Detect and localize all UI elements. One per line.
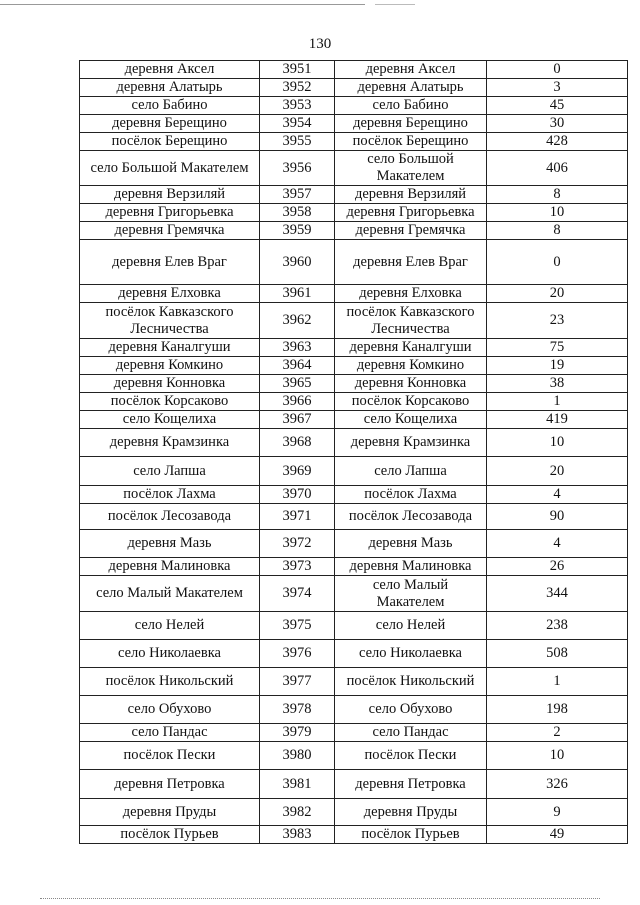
settlement-name-cell: село Бабино (80, 97, 260, 115)
settlements-table-body (80, 61, 628, 844)
settlement-name-repeat-cell: село Пандас (335, 724, 487, 742)
settlement-name-cell: деревня Берещино (80, 115, 260, 133)
settlement-name-repeat-cell: деревня Крамзинка (335, 429, 487, 457)
code-cell: 3962 (260, 303, 335, 339)
value-cell: 198 (487, 696, 628, 724)
code-cell: 3954 (260, 115, 335, 133)
table-row (80, 133, 628, 151)
settlement-name-repeat-cell: посёлок Пурьев (335, 826, 487, 844)
settlement-name-cell: село Обухово (80, 696, 260, 724)
settlement-name-repeat-cell: деревня Григорьевка (335, 204, 487, 222)
code-cell: 3972 (260, 530, 335, 558)
settlement-name-cell: село Николаевка (80, 640, 260, 668)
settlement-name-repeat-cell: село Лапша (335, 457, 487, 486)
code-cell: 3958 (260, 204, 335, 222)
value-cell: 419 (487, 411, 628, 429)
settlement-name-repeat-cell: посёлок Лесозавода (335, 504, 487, 530)
code-cell: 3982 (260, 799, 335, 826)
settlement-name-repeat-cell: деревня Гремячка (335, 222, 487, 240)
page-number: 130 (308, 36, 332, 52)
value-cell: 1 (487, 393, 628, 411)
settlement-name-repeat-cell: село Обухово (335, 696, 487, 724)
top-rule (0, 4, 365, 5)
settlement-name-cell: село Пандас (80, 724, 260, 742)
settlement-name-repeat-cell: село Николаевка (335, 640, 487, 668)
settlement-name-repeat-cell: деревня Берещино (335, 115, 487, 133)
table-row (80, 742, 628, 770)
settlement-name-repeat-cell: деревня Аксел (335, 61, 487, 79)
code-cell: 3980 (260, 742, 335, 770)
settlement-name-repeat-cell: село Нелей (335, 612, 487, 640)
settlement-name-repeat-cell: деревня Петровка (335, 770, 487, 799)
code-cell: 3963 (260, 339, 335, 357)
settlement-name-cell: деревня Петровка (80, 770, 260, 799)
value-cell: 344 (487, 576, 628, 612)
value-cell: 26 (487, 558, 628, 576)
value-cell: 9 (487, 799, 628, 826)
code-cell: 3951 (260, 61, 335, 79)
settlement-name-cell: деревня Комкино (80, 357, 260, 375)
table-row (80, 612, 628, 640)
value-cell: 0 (487, 61, 628, 79)
code-cell: 3979 (260, 724, 335, 742)
settlements-table (79, 60, 628, 844)
code-cell: 3970 (260, 486, 335, 504)
value-cell: 8 (487, 186, 628, 204)
settlement-name-repeat-cell: посёлок Корсаково (335, 393, 487, 411)
settlement-name-cell: посёлок Берещино (80, 133, 260, 151)
code-cell: 3974 (260, 576, 335, 612)
value-cell: 75 (487, 339, 628, 357)
value-cell: 2 (487, 724, 628, 742)
table-row (80, 375, 628, 393)
value-cell: 38 (487, 375, 628, 393)
code-cell: 3973 (260, 558, 335, 576)
value-cell: 10 (487, 204, 628, 222)
settlement-name-cell: деревня Григорьевка (80, 204, 260, 222)
table-row (80, 204, 628, 222)
value-cell: 238 (487, 612, 628, 640)
settlement-name-repeat-cell: село Кощелиха (335, 411, 487, 429)
code-cell: 3971 (260, 504, 335, 530)
code-cell: 3955 (260, 133, 335, 151)
top-rule-fragment (375, 4, 415, 5)
value-cell: 90 (487, 504, 628, 530)
table-row (80, 285, 628, 303)
settlement-name-cell: деревня Елховка (80, 285, 260, 303)
settlement-name-repeat-cell: деревня Елев Враг (335, 240, 487, 285)
settlement-name-repeat-cell: посёлок Никольский (335, 668, 487, 696)
settlement-name-cell: посёлок Лесозавода (80, 504, 260, 530)
code-cell: 3983 (260, 826, 335, 844)
settlement-name-cell: посёлок Пурьев (80, 826, 260, 844)
settlement-name-cell: деревня Конновка (80, 375, 260, 393)
table-row (80, 357, 628, 375)
table-row (80, 186, 628, 204)
code-cell: 3952 (260, 79, 335, 97)
settlement-name-repeat-cell: деревня Алатырь (335, 79, 487, 97)
settlement-name-cell: деревня Елев Враг (80, 240, 260, 285)
code-cell: 3976 (260, 640, 335, 668)
settlement-name-cell: посёлок Лахма (80, 486, 260, 504)
table-row (80, 770, 628, 799)
value-cell: 8 (487, 222, 628, 240)
settlement-name-cell: село Малый Макателем (80, 576, 260, 612)
settlement-name-cell: деревня Пруды (80, 799, 260, 826)
settlement-name-cell: посёлок Корсаково (80, 393, 260, 411)
table-row (80, 97, 628, 115)
code-cell: 3956 (260, 151, 335, 186)
table-row (80, 668, 628, 696)
value-cell: 20 (487, 285, 628, 303)
value-cell: 19 (487, 357, 628, 375)
code-cell: 3975 (260, 612, 335, 640)
code-cell: 3960 (260, 240, 335, 285)
table-row (80, 61, 628, 79)
value-cell: 508 (487, 640, 628, 668)
settlement-name-cell: деревня Мазь (80, 530, 260, 558)
code-cell: 3966 (260, 393, 335, 411)
value-cell: 10 (487, 429, 628, 457)
table-row (80, 799, 628, 826)
settlement-name-repeat-cell: село Большой Макателем (335, 151, 487, 186)
settlement-name-repeat-cell: деревня Каналгуши (335, 339, 487, 357)
settlement-name-cell: деревня Каналгуши (80, 339, 260, 357)
code-cell: 3957 (260, 186, 335, 204)
settlement-name-cell: деревня Алатырь (80, 79, 260, 97)
value-cell: 20 (487, 457, 628, 486)
settlement-name-cell: посёлок Пески (80, 742, 260, 770)
code-cell: 3967 (260, 411, 335, 429)
value-cell: 23 (487, 303, 628, 339)
settlement-name-cell: деревня Гремячка (80, 222, 260, 240)
settlement-name-cell: посёлок Кавказского Лесничества (80, 303, 260, 339)
table-row (80, 429, 628, 457)
table-row (80, 640, 628, 668)
value-cell: 30 (487, 115, 628, 133)
settlement-name-cell: деревня Верзиляй (80, 186, 260, 204)
table-row (80, 411, 628, 429)
settlement-name-repeat-cell: посёлок Кавказского Лесничества (335, 303, 487, 339)
bottom-scan-artifact (40, 898, 600, 901)
settlement-name-repeat-cell: посёлок Пески (335, 742, 487, 770)
table-row (80, 393, 628, 411)
table-row (80, 576, 628, 612)
value-cell: 4 (487, 486, 628, 504)
table-row (80, 724, 628, 742)
settlement-name-cell: посёлок Никольский (80, 668, 260, 696)
settlement-name-repeat-cell: деревня Мазь (335, 530, 487, 558)
table-row (80, 558, 628, 576)
code-cell: 3969 (260, 457, 335, 486)
value-cell: 49 (487, 826, 628, 844)
settlement-name-repeat-cell: деревня Верзиляй (335, 186, 487, 204)
settlement-name-cell: деревня Аксел (80, 61, 260, 79)
settlement-name-repeat-cell: село Малый Макателем (335, 576, 487, 612)
table-row (80, 504, 628, 530)
table-row (80, 79, 628, 97)
settlement-name-repeat-cell: деревня Комкино (335, 357, 487, 375)
code-cell: 3978 (260, 696, 335, 724)
code-cell: 3977 (260, 668, 335, 696)
table-row (80, 826, 628, 844)
settlement-name-cell: село Кощелиха (80, 411, 260, 429)
value-cell: 406 (487, 151, 628, 186)
value-cell: 4 (487, 530, 628, 558)
value-cell: 428 (487, 133, 628, 151)
settlement-name-repeat-cell: село Бабино (335, 97, 487, 115)
settlement-name-repeat-cell: деревня Конновка (335, 375, 487, 393)
code-cell: 3959 (260, 222, 335, 240)
code-cell: 3964 (260, 357, 335, 375)
value-cell: 45 (487, 97, 628, 115)
settlement-name-cell: село Лапша (80, 457, 260, 486)
table-row (80, 696, 628, 724)
table-row (80, 151, 628, 186)
settlement-name-cell: деревня Крамзинка (80, 429, 260, 457)
table-row (80, 303, 628, 339)
value-cell: 3 (487, 79, 628, 97)
value-cell: 326 (487, 770, 628, 799)
settlement-name-repeat-cell: посёлок Берещино (335, 133, 487, 151)
value-cell: 1 (487, 668, 628, 696)
code-cell: 3965 (260, 375, 335, 393)
table-row (80, 530, 628, 558)
settlement-name-repeat-cell: деревня Малиновка (335, 558, 487, 576)
table-row (80, 222, 628, 240)
code-cell: 3961 (260, 285, 335, 303)
settlement-name-repeat-cell: деревня Пруды (335, 799, 487, 826)
settlement-name-repeat-cell: деревня Елховка (335, 285, 487, 303)
code-cell: 3953 (260, 97, 335, 115)
settlement-name-repeat-cell: посёлок Лахма (335, 486, 487, 504)
code-cell: 3981 (260, 770, 335, 799)
value-cell: 10 (487, 742, 628, 770)
table-row (80, 486, 628, 504)
value-cell: 0 (487, 240, 628, 285)
settlement-name-cell: деревня Малиновка (80, 558, 260, 576)
table-row (80, 339, 628, 357)
table-row (80, 115, 628, 133)
table-row (80, 457, 628, 486)
code-cell: 3968 (260, 429, 335, 457)
table-row (80, 240, 628, 285)
settlement-name-cell: село Нелей (80, 612, 260, 640)
settlement-name-cell: село Большой Макателем (80, 151, 260, 186)
